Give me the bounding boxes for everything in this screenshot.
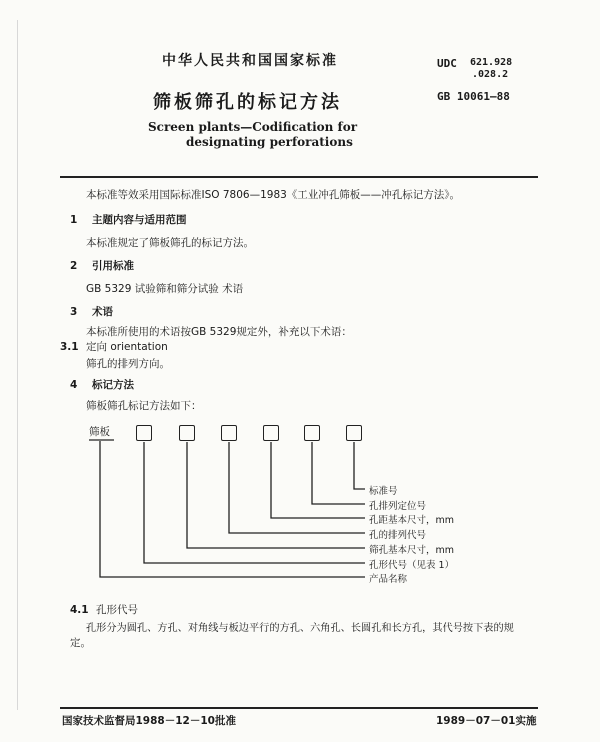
section-4-title: 标记方法 xyxy=(92,379,134,391)
diagram-label-hole-size: 筛孔基本尺寸，mm xyxy=(369,545,455,556)
section-4-1-text-line2: 定。 xyxy=(70,637,91,649)
section-3-1-title: 定向 orientation xyxy=(86,341,168,353)
udc-code-1: 621.928 xyxy=(470,57,513,68)
section-3-title: 术语 xyxy=(92,306,113,318)
section-4-1-title: 孔形代号 xyxy=(96,604,138,616)
leader-pitch xyxy=(271,442,365,518)
gb-number: GB 10061—88 xyxy=(437,90,510,103)
diagram-label-hole-shape: 孔形代号（见表 1） xyxy=(369,560,455,571)
section-3-1-text: 筛孔的排列方向。 xyxy=(86,358,170,370)
footer-divider xyxy=(60,707,538,709)
section-4-1-number: 4.1 xyxy=(70,604,89,616)
section-3-number: 3 xyxy=(70,306,78,318)
approval-line: 国家技术监督局1988－12－10批准 xyxy=(62,715,236,727)
english-title-line1: Screen plants—Codification for xyxy=(148,120,358,134)
section-4-1-text-line1: 孔形分为圆孔、方孔、对角线与板边平行的方孔、六角孔、长圆孔和长方孔，其代号按下表的规 xyxy=(86,623,514,634)
diagram-label-pitch: 孔距基本尺寸，mm xyxy=(369,515,455,526)
section-2-text: GB 5329 试验筛和筛分试验 术语 xyxy=(86,283,244,295)
diagram-label-product-name: 产品名称 xyxy=(369,574,408,585)
section-1-title: 主题内容与适用范围 xyxy=(92,214,187,226)
leader-hole-shape xyxy=(144,442,365,563)
english-title-line2: designating perforations xyxy=(186,135,353,149)
leader-hole-size xyxy=(187,442,365,548)
udc-code-2: .028.2 xyxy=(472,69,509,80)
standard-name: 中华人民共和国国家标准 xyxy=(162,53,338,69)
section-2-title: 引用标准 xyxy=(92,260,134,272)
leader-position xyxy=(312,442,365,504)
section-4-number: 4 xyxy=(70,379,78,391)
diagram-label-arrangement: 孔的排列代号 xyxy=(369,530,427,541)
section-3-1-number: 3.1 xyxy=(60,341,79,353)
section-3-text: 本标准所使用的术语按GB 5329规定外，补充以下术语： xyxy=(86,326,352,338)
document-title: 筛板筛孔的标记方法 xyxy=(153,92,342,113)
intro-text: 本标准等效采用国际标准ISO 7806—1983《工业冲孔筛板——冲孔标记方法》。 xyxy=(86,189,461,201)
leader-arrangement xyxy=(229,442,365,533)
section-4-1-heading xyxy=(70,602,138,617)
section-4-text: 筛板筛孔标记方法如下： xyxy=(86,400,202,412)
section-2-number: 2 xyxy=(70,260,78,272)
udc-label: UDC xyxy=(437,57,457,70)
leader-standard-number xyxy=(354,442,365,489)
diagram-prefix: 筛板 xyxy=(89,426,110,438)
section-1-number: 1 xyxy=(70,214,78,226)
diagram-label-standard-number: 标准号 xyxy=(369,486,398,497)
effective-date: 1989－07－01实施 xyxy=(436,715,537,727)
leader-product-name xyxy=(100,441,365,577)
section-1-text: 本标准规定了筛板筛孔的标记方法。 xyxy=(86,237,254,249)
diagram-label-position: 孔排列定位号 xyxy=(369,501,427,512)
